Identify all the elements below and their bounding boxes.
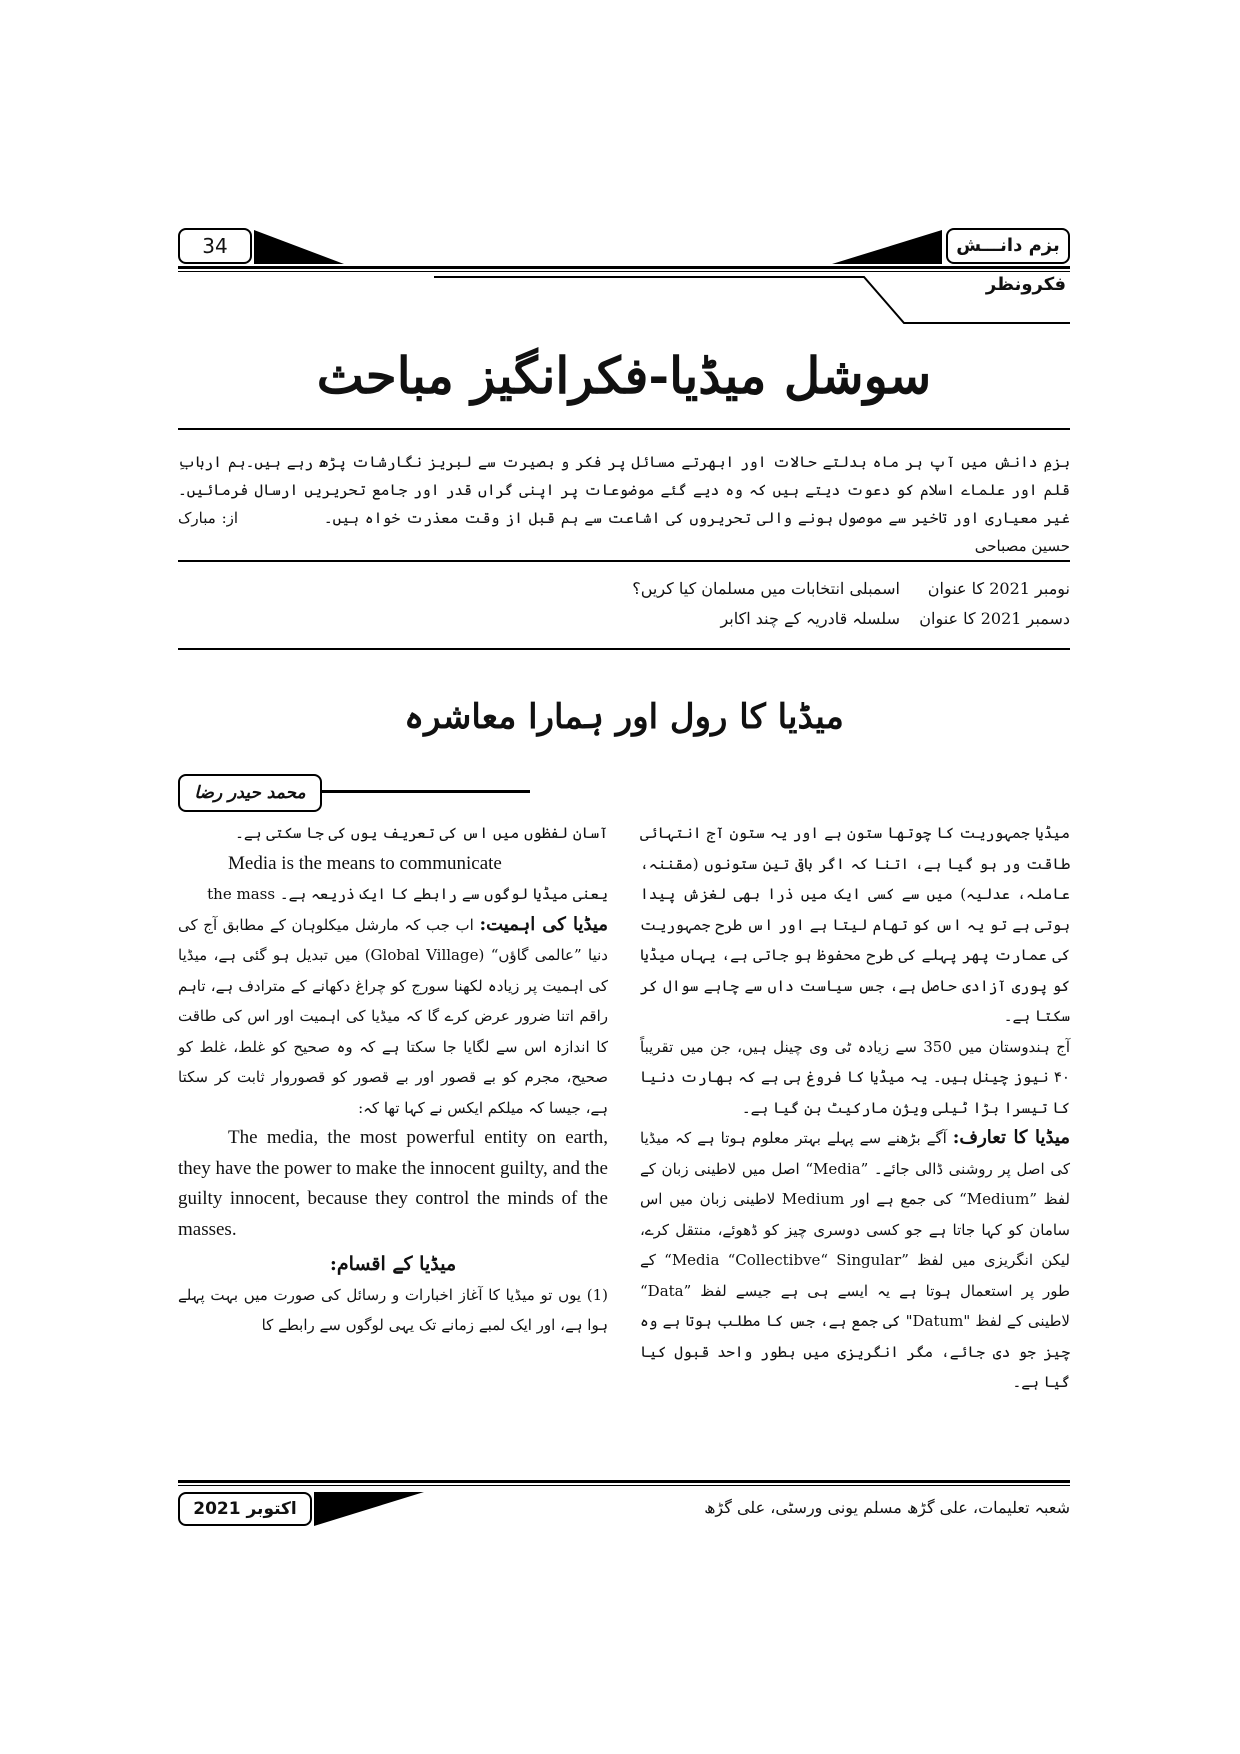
author-rule [322,790,530,793]
paragraph: آسان لفظوں میں اس کی تعریف یوں کی جا سکتی ہے۔ [235,824,608,842]
article-column-left [178,818,608,1341]
magazine-page [178,228,1071,1519]
topic-row [510,603,1070,633]
topic-value: سلسلہ قادریہ کے چند اکابر [720,608,900,628]
paragraph [640,1123,1070,1398]
paragraph: (1) یوں تو میڈیا کا آغاز اخبارات و رسائل کی صورت میں بہت پہلے ہوا ہے، اور ایک لمبے زمانے تک یہی لوگوں سے رابطے کا [178,1285,608,1334]
section-heading: میڈیا کے اقسام: [329,1253,457,1275]
topic-value: اسمبلی انتخابات میں مسلمان کیا کریں؟ [632,578,900,598]
paragraph-text: آگے بڑھنے سے پہلے بہتر معلوم ہوتا ہے کہ میڈیا کی اصل پر روشنی ڈالی جائے۔ ”Media“ اصل میں لاطینی زبان کے لفظ ”Medium“ کی جمع ہے اور Medium لاطینی زبان میں اس سامان کو کہا جاتا ہے جو کسی دوسری چیز کو ڈھوئے، منتقل کرے، لیکن انگریزی میں لفظ ”Media “Collectibve“ Singular“ کے طور پر استعمال ہوتا ہے یہ ایسے ہی ہے جیسے لفظ ”Data“ لاطینی کے لفظ "Datum" کی جمع ہے، جس کا مطلب ہوتا ہے وہ چیز جو دی جائے، مگر انگریزی میں بطور واحد قبول کیا گیا ہے۔ [640,1129,1070,1391]
main-title: سوشل میڈیا-فکرانگیز مباحث [316,346,932,405]
upcoming-topics [510,573,1070,633]
paragraph: یعنی میڈیا لوگوں سے رابطے کا ایک ذریعہ ہے۔ the mass [207,885,608,903]
footer-rule [178,1480,1070,1483]
paragraph: میڈیا جمہوریت کا چوتھا ستون ہے اور یہ ستون آج انتہائی طاقت ور ہو گیا ہے، اتنا کہ اگر باقی تین ستونوں (مقننہ، عاملہ، عدلیہ) میں سے کسی ایک میں ذرا بھی لغزش پیدا ہوتی ہے تو یہ اس کو تھام لیتا ہے اور اس طرح جمہوریت کی عمارت پھر پہلے کی طرح محفوظ ہو جاتی ہے، یہاں میڈیا کو پوری آزادی حاصل ہے، جس سیاست داں سے چاہے سوال کر سکتا ہے۔ [640,824,1070,1025]
paragraph [178,910,608,1124]
article-title: میڈیا کا رول اور ہمارا معاشرہ [404,697,844,737]
section-heading: میڈیا کا تعارف: [952,1127,1071,1148]
title-rule [178,428,1070,430]
publisher: شعبہ تعلیمات، علی گڑھ مسلم یونی ورسٹی، علی گڑھ [704,1498,1070,1517]
footer-rule-thin [178,1485,1070,1486]
intro-paragraph [178,448,1070,560]
page-header [178,228,1070,268]
section-tag-frame [434,276,1070,324]
header-rule-thin [178,271,1070,275]
topic-label: نومبر 2021 کا عنوان [927,578,1070,598]
intro-rule [178,560,1070,562]
section-heading: میڈیا کی اہمیت: [479,913,608,935]
intro-author: از: مبارک حسین مصباحی [178,509,1070,555]
issue-date: اکتوبر 2021 [178,1492,312,1526]
page-footer [178,1480,1070,1519]
article-column-right [640,818,1070,1398]
footer-wedge-icon [314,1492,424,1526]
topic-row [510,573,1070,603]
intro-text: بزمِ دانش میں آپ ہر ماہ بدلتے حالات اور ابھرتے مسائل پر فکر و بصیرت سے لبریز نگارشات پڑھ رہے ہیں۔ہم اربابِ قلم اور علماے اسلام کو دعوت دیتے ہیں کہ وہ دیے گئے موضوعات پر اپنی گراں قدر اور جامع تحریریں ارسال فرمائیں۔ غیر معیاری اور تاخیر سے موصول ہونے والی تحریروں کی اشاعت سے ہم قبل از وقت معذرت خواہ ہیں۔ [178,453,1070,527]
magazine-name: بزم دانـــش [946,228,1070,264]
page-number: 34 [178,228,252,264]
topic-label: دسمبر 2021 کا عنوان [919,608,1070,628]
paragraph-text: اب جب کہ مارشل میکلوہان کے مطابق آج کی دنیا ”عالمی گاؤں“ (Global Village) میں تبدیل ہو گئی ہے، میڈیا کی اہمیت پر زیادہ لکھنا سورج کو چراغ دکھانے کے مترادف ہے، تاہم راقم اتنا ضرور عرض کرے گا کہ میڈیا کی اہمیت اور اس کی طاقت کا اندازہ اس سے لگایا جا سکتا ہے کہ وہ صحیح کو غلط، غلط کو صحیح، مجرم کو بے قصور اور بے قصور کو قصوروار ثابت کر سکتا ہے، جیسا کہ میلکم ایکس نے کہا تھا کہ: [178,915,608,1117]
header-wedge-left-icon [254,230,344,264]
topics-rule [178,648,1070,650]
english-line: Media is the means to communicate [228,852,502,874]
article-author: محمد حیدر رضا [178,774,322,812]
section-tag: فکرونظر [985,274,1066,295]
quote: The media, the most powerful entity on earth, they have the power to make the innocent guilty, and the guilty innocent, because they control the minds of the masses. [178,1127,608,1240]
header-wedge-right-icon [832,230,942,264]
paragraph: آج ہندوستان میں 350 سے زیادہ ٹی وی چینل ہیں، جن میں تقریباً ۴۰ نیوز چینل ہیں۔ یہ میڈیا کا فروغ ہی ہے کہ بھارت دنیا کا تیسرا بڑا ٹیلی ویژن مارکیٹ بن گیا ہے۔ [640,1037,1070,1117]
